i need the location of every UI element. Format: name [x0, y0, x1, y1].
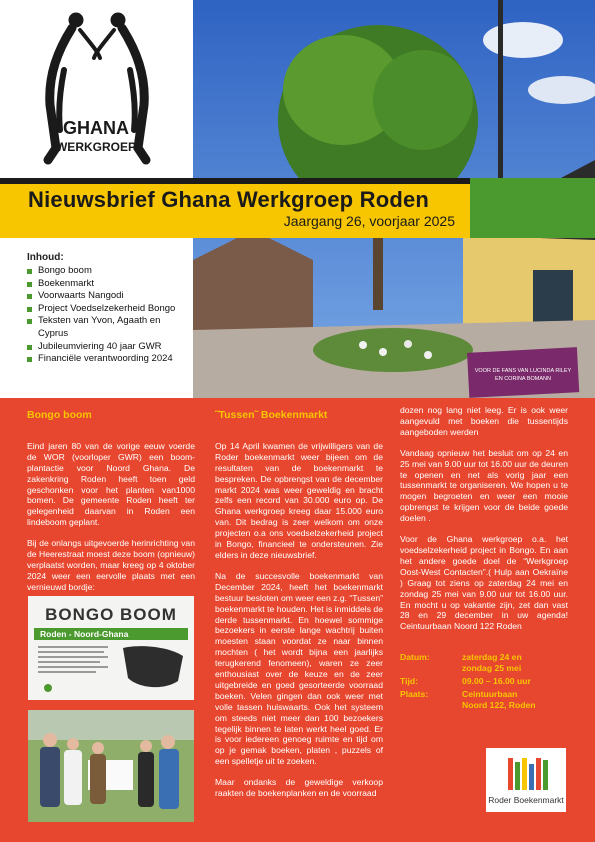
- toc-item: Project Voedselzekerheid Bongo: [27, 303, 188, 316]
- book-sign: [467, 347, 579, 398]
- event-place-label: Plaats:: [400, 689, 429, 699]
- paragraph: Op 14 April kwamen de vrijwilligers van de Roder boekenmarkt weer bijeen om de resultaten van de boekenmarkt te bespreken. De opbrengst van de december markt 2024 was weer geweldig en bracht zelfs een record van 30.000 euro op. De Ghana werkgroep kreeg daar 15.000 euro van. Dit bedrag is zeer welkom om onze projecten o.a ons voedselzekerheid project in Bongo, financieel te ondersteunen. Zie elders in deze nieuwsbrief.: [215, 440, 383, 560]
- bullet-icon: [27, 319, 32, 324]
- svg-text:EN CORINA BOMANN: EN CORINA BOMANN: [495, 376, 551, 382]
- paragraph: Eind jaren 80 van de vorige eeuw voerde de WOR (voorloper GWR) een boom-plantactie voor Noord Ghana. De zakenkring Roden heeft toen geld geschonken voor het planten van1000 bomen. De gemeente Roden heeft ter gelegenheid daarvan in Roden een lindeboom geplant.: [27, 440, 195, 528]
- logo-text-ghana: GHANA: [63, 118, 129, 138]
- page-title: Nieuwsbrief Ghana Werkgroep Roden: [28, 187, 430, 212]
- section-heading-boekenmarkt: ˜Tussen˜ Boekenmarkt: [215, 409, 328, 421]
- paragraph: Maar ondanks de geweldige verkoop raakten de boekenplanken en de voorraad: [215, 777, 383, 799]
- sign-subtitle: Roden - Noord-Ghana: [40, 629, 129, 639]
- rb-logo-text: Roder Boekenmarkt: [488, 795, 564, 805]
- event-date-label: Datum:: [400, 652, 430, 662]
- toc-item: Jubileumviering 40 jaar GWR: [27, 341, 188, 354]
- bullet-icon: [27, 307, 32, 312]
- section-heading-bongo-boom: Bongo boom: [27, 409, 92, 421]
- paragraph: Bij de onlangs uitgevoerde herinrichting van de Heerestraat moest deze boom (opnieuw) verplaatst worden, maar kreeg op 4 oktober 2024 weer een eervolle plaats met een vernieuwd bordje:: [27, 538, 195, 592]
- bullet-icon: [27, 282, 32, 287]
- ghana-werkgroep-logo: [0, 0, 193, 178]
- toc-heading: Inhoud:: [27, 252, 64, 263]
- event-time-label: Tijd:: [400, 676, 418, 686]
- svg-text:VOOR DE FANS VAN LUCINDA RILEY: VOOR DE FANS VAN LUCINDA RILEY: [474, 368, 572, 374]
- bullet-icon: [27, 294, 32, 299]
- paragraph: Vandaag opnieuw het besluit om op 24 en 25 mei van 9.00 uur tot 16.00 uur de deuren te openen en net als vorig jaar een tussenmarkt te organiseren. We hopen u te mogen begroeten en weer een mooie opbrengst te krijgen voor de beide goede doelen .: [400, 447, 568, 524]
- bullet-icon: [27, 269, 32, 274]
- toc-item: Voorwaarts Nangodi: [27, 290, 188, 303]
- page-subtitle: Jaargang 26, voorjaar 2025: [283, 213, 455, 229]
- toc-item: Boekenmarkt: [27, 278, 188, 291]
- article-boekenmarkt-continued: [400, 405, 568, 642]
- dancing-figures-icon: [0, 0, 193, 178]
- sign-title: BONGO BOOM: [45, 605, 177, 624]
- bullet-icon: [27, 357, 32, 362]
- table-of-contents: [0, 238, 193, 398]
- logo-text-werkgroep: WERKGROEP: [55, 140, 137, 154]
- group-photo: [28, 710, 194, 822]
- toc-item: Teksten van Yvon, Agaath en Cyprus: [27, 315, 188, 340]
- article-boekenmarkt: [215, 410, 383, 809]
- title-band: [0, 178, 595, 238]
- toc-item: Financiële verantwoording 2024: [27, 353, 188, 366]
- article-bongo-boom: [27, 410, 195, 603]
- paragraph: Na de succesvolle boekenmarkt van December 2024, heeft het boekenmarkt bestuur besloten om weer een z.g. “Tussen” boekenmarkt te houden. Het is inmiddels de derde tussenmarkt. En hoewel sommige bezoekers in eerste lange wachtrij buiten moesten staan voordat ze naar binnen mochten ( het wordt bijna een jaarlijks terugkerend fenomeen), waren ze zeer enthousiast over de keuze en de zeer uitgebreide en goed gesorteerde voorraad boeken. Velen gingen dan ook weer met volle tassen huiswaarts. Ook het systeem om steeds niet meer dan 100 bezoekers tegelijk binnen te laten werkt heel goed. Er is voor iedereen genoeg ruimte en tijd om op je gemak boeken, platen , puzzels of een spelletje uit te zoeken.: [215, 570, 383, 767]
- bongo-boom-sign-photo: [28, 596, 194, 700]
- bullet-icon: [27, 345, 32, 350]
- roder-boekenmarkt-logo: [486, 748, 566, 812]
- toc-item: Bongo boom: [27, 265, 188, 278]
- paragraph: Voor de Ghana werkgroep o.a. het voedselzekerheid project in Bongo. En aan het andere goede doel de “Werkgroep Oost-West Contacten”.( Hulp aan Oekraïne ) Graag tot ziens op zaterdag 24 mei en zondag 25 mei van 9.00 uur tot 16.00 uur. En mocht u op vakantie zijn, zet dan vast 28 en 29 december in uw agenda! Ceintuurbaan Noord 122 Roden: [400, 534, 568, 632]
- paragraph: dozen nog lang niet leeg. Er is ook weer aangevuld met boeken die tussentijds aangeboden werden: [400, 405, 568, 437]
